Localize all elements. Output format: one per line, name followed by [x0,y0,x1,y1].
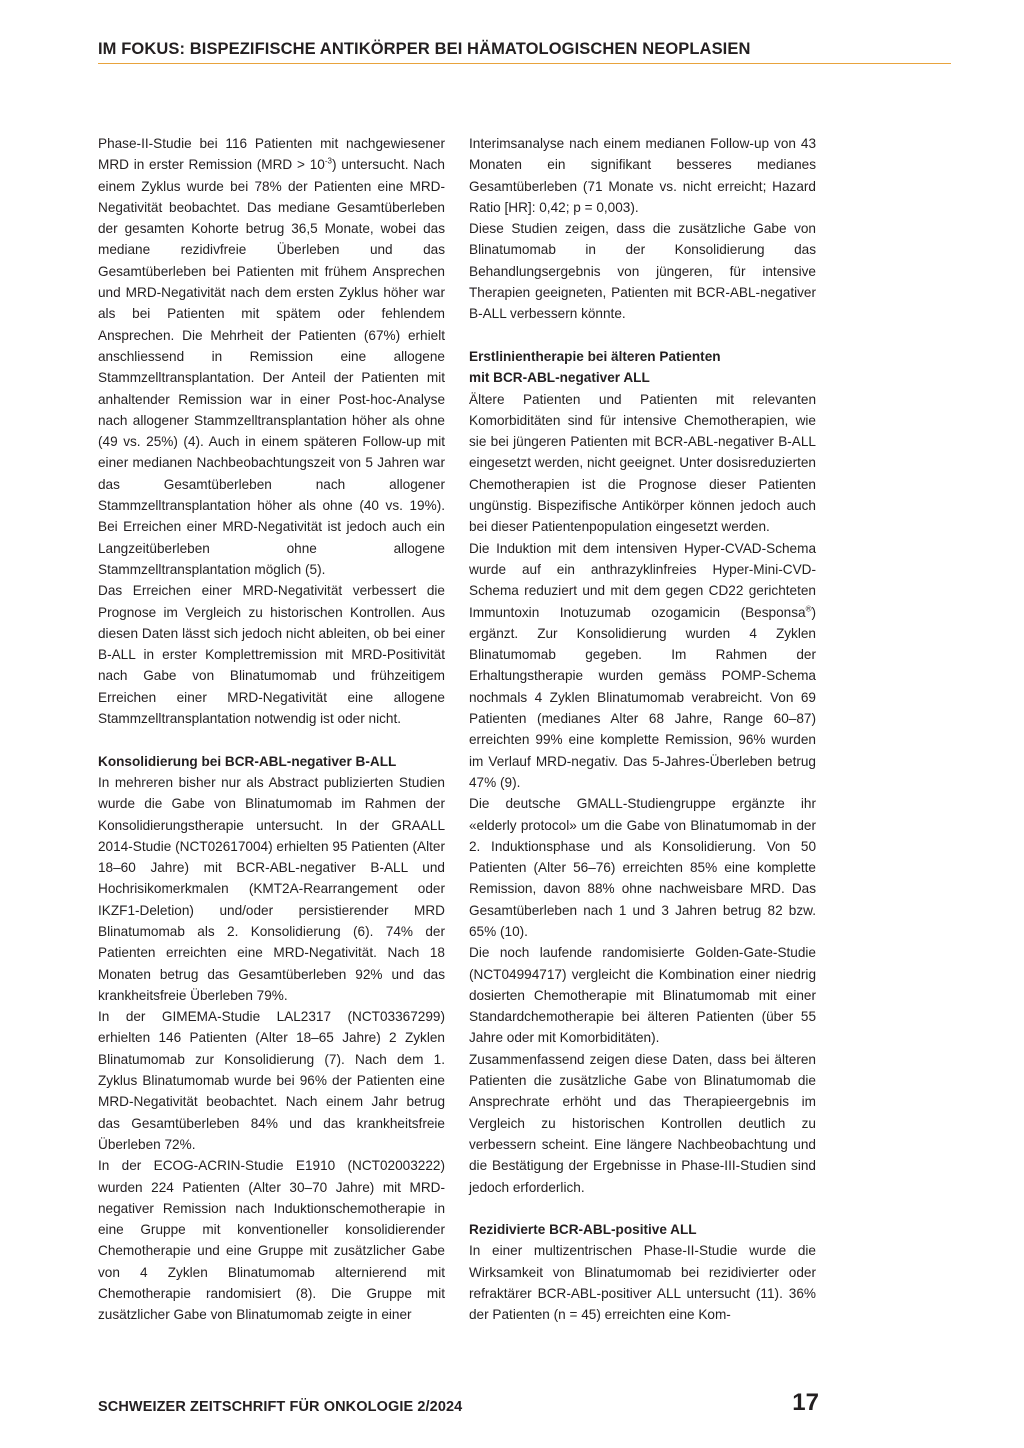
text-run: ) ergänzt. Zur Konsolidierung wurden 4 Zyklen Blinatumomab gegeben. Im Rahmen der Erhaltungstherapie wurden gemäss POMP-Schema nochmals 4 Zyklen Blinatumomab verabreicht. Von 69 Patienten (medianes Alter 68 Jahre, Range 60–87) erreichten 99% eine komplette Remission, 96% wurden im Verlauf MRD-negativ. Das 5-Jahres-Überleben betrug 47% (9). [469,604,816,790]
text-run: ) untersucht. Nach einem Zyklus wurde bei 78% der Patienten eine MRD-Negativität beobachtet. Das mediane Gesamtüberleben der gesamten Kohorte betrug 36,5 Monate, wobei das mediane rezidivfreie Überleben und das Gesamtüberleben bei Patienten mit frühem Ansprechen und MRD-Negativität nach dem ersten Zyklus höher war als bei Patienten mit spätem oder fehlendem Ansprechen. Die Mehrheit der Patienten (67%) erhielt anschliessend in Remission eine allogene Stammzelltransplantation. Der Anteil der Patienten mit anhaltender Remission war in einer Post-hoc-Analyse nach allogener Stammzelltransplantation höher als ohne (49 vs. 25%) (4). Auch in einem späteren Follow-up mit einer medianen Nachbeobachtungszeit von 5 Jahren war das Gesamtüberleben nach allogener Stammzelltransplantation höher als ohne (40 vs. 19%). Bei Erreichen einer MRD-Negativität ist jedoch auch ein Langzeitüberleben ohne allogene Stammzelltransplantation möglich (5). [98,157,445,577]
text-run: Die Induktion mit dem intensiven Hyper-CVAD-Schema wurde auf ein anthrazyklinfreies Hyper-Mini-CVD-Schema reduziert und mit dem gegen CD22 gerichteten Immuntoxin Inotuzumab ozogamicin (Besponsa [469,540,816,620]
header-title: IM FOKUS: BISPEZIFISCHE ANTIKÖRPER BEI HÄMATOLOGISCHEN NEOPLASIEN [98,40,751,58]
left-column [98,133,445,1326]
paragraph [469,538,816,794]
heading-line: mit BCR-ABL-negativer ALL [469,370,650,386]
paragraph: Das Erreichen einer MRD-Negativität verbessert die Prognose im Vergleich zu historischen Kontrollen. Aus diesen Daten lässt sich jedoch nicht ableiten, ob bei einer B-ALL in erster Komplettremission mit MRD-Positivität nach Gabe von Blinatumomab und frühzeitigem Erreichen einer MRD-Negativität eine allogene Stammzelltransplantation notwendig ist oder nicht. [98,583,445,727]
page-number: 17 [792,1389,819,1416]
superscript: -3 [324,156,332,166]
paragraph: Diese Studien zeigen, dass die zusätzliche Gabe von Blinatumomab in der Konsolidierung das Behandlungsergebnis von jüngeren, für intensive Therapien geeigneten, Patienten mit BCR-ABL-negativer B-ALL verbessern könnte. [469,221,816,322]
paragraph: In der GIMEMA-Studie LAL2317 (NCT03367299) erhielten 146 Patienten (Alter 18–65 Jahre) 2 Zyklen Blinatumomab zur Konsolidierung (7). Nach dem 1. Zyklus Blinatumomab wurde bei 96% der Patienten eine MRD-Negativität beobachtet. Nach einem Jahr betrug das Gesamtüberleben 84% und das krankheitsfreie Überleben 72%. [98,1009,445,1152]
section-heading: Konsolidierung bei BCR-ABL-negativer B-ALL [98,753,397,769]
section-heading [469,346,816,389]
text-run: Phase-II-Studie bei 116 Patienten mit nachgewiesener MRD in erster Remission (MRD > 10 [98,136,445,173]
right-column [469,133,816,1326]
running-header [98,40,951,64]
section-heading: Rezidivierte BCR-ABL-positive ALL [469,1222,697,1238]
spacer [469,1198,816,1219]
spacer [98,729,445,750]
paragraph: In einer multizentrischen Phase-II-Studie wurde die Wirksamkeit von Blinatumomab bei rezidivierter oder refraktärer BCR-ABL-positiver ALL untersucht (11). 36% der Patienten (n = 45) erreichten eine Kom- [469,1243,816,1323]
paragraph [98,133,445,580]
paragraph: Zusammenfassend zeigen diese Daten, dass bei älteren Patienten die zusätzliche Gabe von Blinatumomab die Ansprechrate erhöht und das Therapieergebnis im Vergleich zu historischen Kontrollen deutlich zu verbessern scheint. Eine längere Nachbeobachtung und die Bestätigung der Ergebnisse in Phase-III-Studien sind jedoch erforderlich. [469,1051,816,1195]
journal-footer: SCHWEIZER ZEITSCHRIFT FÜR ONKOLOGIE 2/2024 [98,1399,463,1415]
heading-line: Erstlinientherapie bei älteren Patienten [469,348,721,364]
spacer [469,325,816,346]
paragraph: Die deutsche GMALL-Studiengruppe ergänzte ihr «elderly protocol» um die Gabe von Blinatumomab in der 2. Induktionsphase und als Konsolidierung. Von 50 Patienten (Alter 56–76) erreichten 85% eine komplette Remission, davon 88% ohne nachweisbare MRD. Das Gesamtüberleben nach 1 und 3 Jahren betrug 82 bzw. 65% (10). [469,796,816,939]
paragraph: Die noch laufende randomisierte Golden-Gate-Studie (NCT04994717) vergleicht die Kombination einer niedrig dosierten Chemotherapie mit Blinatumomab mit einer Standardchemotherapie bei älteren Patienten (über 55 Jahre oder mit Komorbiditäten). [469,945,816,1046]
paragraph: In mehreren bisher nur als Abstract publizierten Studien wurde die Gabe von Blinatumomab im Rahmen der Konsolidierungstherapie untersucht. In der GRAALL 2014-Studie (NCT02617004) erhielten 95 Patienten (Alter 18–60 Jahre) mit BCR-ABL-negativer B-ALL und Hochrisikomerkmalen (KMT2A-Rearrangement oder IKZF1-Deletion) und/oder persistierender MRD Blinatumomab als 2. Konsolidierung (6). 74% der Patienten erreichten eine MRD-Negativität. Nach 18 Monaten betrug das Gesamtüberleben 92% und das krankheitsfreie Überleben 79%. [98,774,445,1003]
superscript: ® [805,604,812,613]
paragraph: Interimsanalyse nach einem medianen Follow-up von 43 Monaten ein signifikant besseres medianes Gesamtüberleben (71 Monate vs. nicht erreicht; Hazard Ratio [HR]: 0,42; p = 0,003). [469,136,816,215]
paragraph: In der ECOG-ACRIN-Studie E1910 (NCT02003222) wurden 224 Patienten (Alter 30–70 Jahre) mit MRD-negativer Remission nach Induktionschemotherapie in eine Gruppe mit konventioneller konsolidierender Chemotherapie und eine Gruppe mit zusätzlicher Gabe von 4 Zyklen Blinatumomab alternierend mit Chemotherapie randomisiert (8). Die Gruppe mit zusätzlicher Gabe von Blinatumomab zeigte in einer [98,1158,445,1323]
paragraph: Ältere Patienten und Patienten mit relevanten Komorbiditäten sind für intensive Chemotherapien, wie sie bei jüngeren Patienten mit BCR-ABL-negativer B-ALL eingesetzt werden, nicht geeignet. Unter dosisreduzierten Chemotherapien ist die Prognose dieser Patienten ungünstig. Bispezifische Antikörper können jedoch auch bei dieser Patientenpopulation eingesetzt werden. [469,391,816,535]
